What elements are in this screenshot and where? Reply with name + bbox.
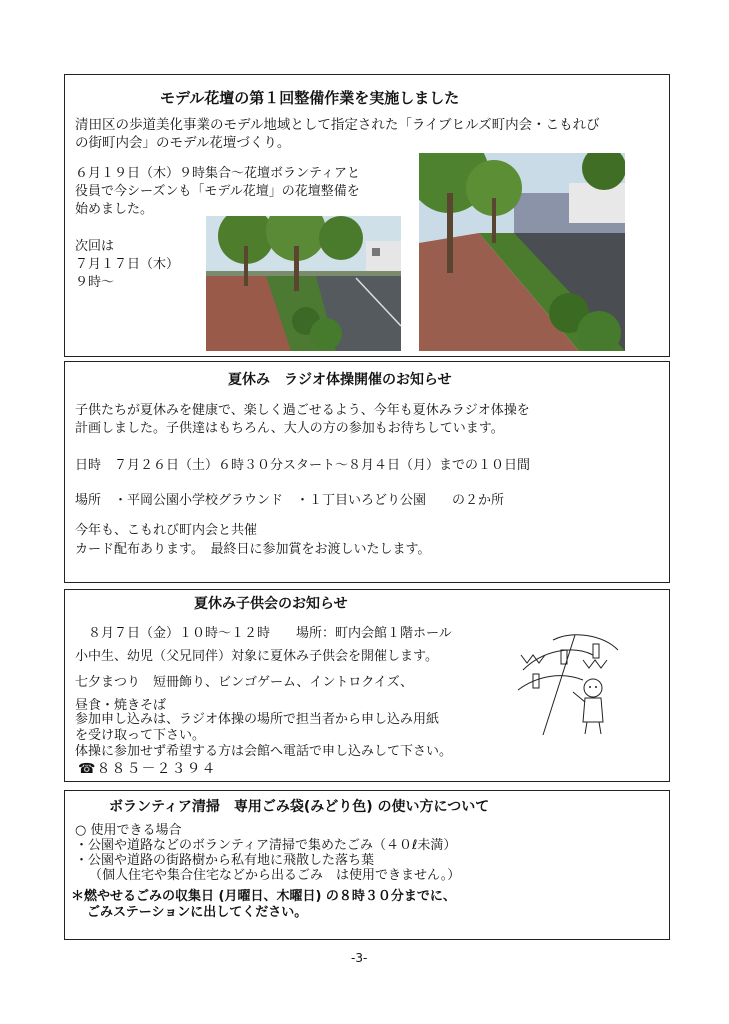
radio-exercise-p1-line1: 子供たちが夏休みを健康で、楽しく過ごせるよう、今年も夏休みラジオ体操を [75, 403, 530, 418]
flowerbed-body-line3: 始めました。 [75, 202, 154, 217]
radio-exercise-note-line2: カード配布あります。 最終日に参加賞をお渡しいたします。 [75, 542, 431, 557]
section-garbage-bag [64, 790, 670, 940]
garbage-bag-title: ボランティア清掃 専用ごみ袋(みどり色) の使い方について [109, 799, 490, 815]
tanabata-illustration [513, 630, 623, 740]
flowerbed-body-line2: 役員で今シーズンも「モデル花壇」の花壇整備を [75, 184, 360, 199]
section-flowerbed [64, 74, 670, 357]
flowerbed-photo-1 [206, 216, 401, 351]
radio-exercise-title: 夏休み ラジオ体操開催のお知らせ [228, 372, 452, 388]
flowerbed-photo-2 [419, 153, 625, 351]
kids-party-phone: ☎８８５－２３９４ [78, 761, 217, 777]
next-date-line3: ９時～ [75, 275, 115, 290]
garbage-bag-line3: ・公園や道路の街路樹から私有地に飛散した落ち葉 [75, 853, 375, 868]
flowerbed-intro-line2: の街町内会」のモデル花壇づくり。 [75, 135, 291, 151]
section-kids-party [64, 589, 670, 782]
radio-exercise-place: 場所 ・平岡公園小学校グラウンド ・１丁目いろどり公園 の２か所 [75, 493, 505, 508]
next-date-line2: ７月１７日（木） [75, 257, 180, 272]
page-number: -3- [351, 951, 368, 965]
flowerbed-intro-line1: 清田区の歩道美化事業のモデル地域として指定された「ライブヒルズ町内会・こもれび [75, 117, 600, 133]
kids-party-line6: を受け取って下さい。 [75, 728, 206, 743]
flowerbed-body-line1: ６月１９日（木）９時集合～花壇ボランティアと [75, 166, 360, 181]
next-date-line1: 次回は [75, 239, 115, 254]
kids-party-line3: 七夕まつり 短冊飾り、ビンゴゲーム、イントロクイズ、 [75, 675, 414, 690]
radio-exercise-p1-line2: 計画しました。子供達はもちろん、大人の方の参加もお待ちしています。 [75, 421, 504, 436]
kids-party-line7: 体操に参加せず希望する方は会館へ電話で申し込みして下さい。 [75, 744, 453, 759]
radio-exercise-note-line1: 今年も、こもれび町内会と共催 [75, 523, 258, 538]
kids-party-line5: 参加申し込みは、ラジオ体操の場所で担当者から申し込み用紙 [75, 712, 440, 727]
garbage-bag-line6: ごみステーションに出してください。 [87, 905, 308, 920]
kids-party-line2: 小中生、幼児（父兄同伴）対象に夏休み子供会を開催します。 [75, 649, 438, 664]
garbage-bag-line4: （個人住宅や集合住宅などから出るごみ は使用できません。） [89, 868, 461, 883]
flowerbed-title: モデル花壇の第１回整備作業を実施しました [160, 89, 460, 107]
section-radio-exercise [64, 361, 670, 583]
kids-party-line1: ８月７日（金）１０時～１２時 場所：町内会館１階ホール [88, 626, 452, 641]
kids-party-title: 夏休み子供会のお知らせ [194, 596, 348, 612]
garbage-bag-line2: ・公園や道路などのボランティア清掃で集めたごみ（４０ℓ未満） [75, 838, 457, 853]
kids-party-line4: 昼食・焼きそば [75, 698, 167, 713]
garbage-bag-line5: ＊燃やせるごみの収集日 (月曜日、木曜日) の８時３０分までに、 [71, 889, 456, 904]
radio-exercise-date: 日時 ７月２６日（土）６時３０分スタート～８月４日（月）までの１０日間 [75, 458, 531, 473]
garbage-bag-line1: ○ 使用できる場合 [75, 823, 182, 838]
